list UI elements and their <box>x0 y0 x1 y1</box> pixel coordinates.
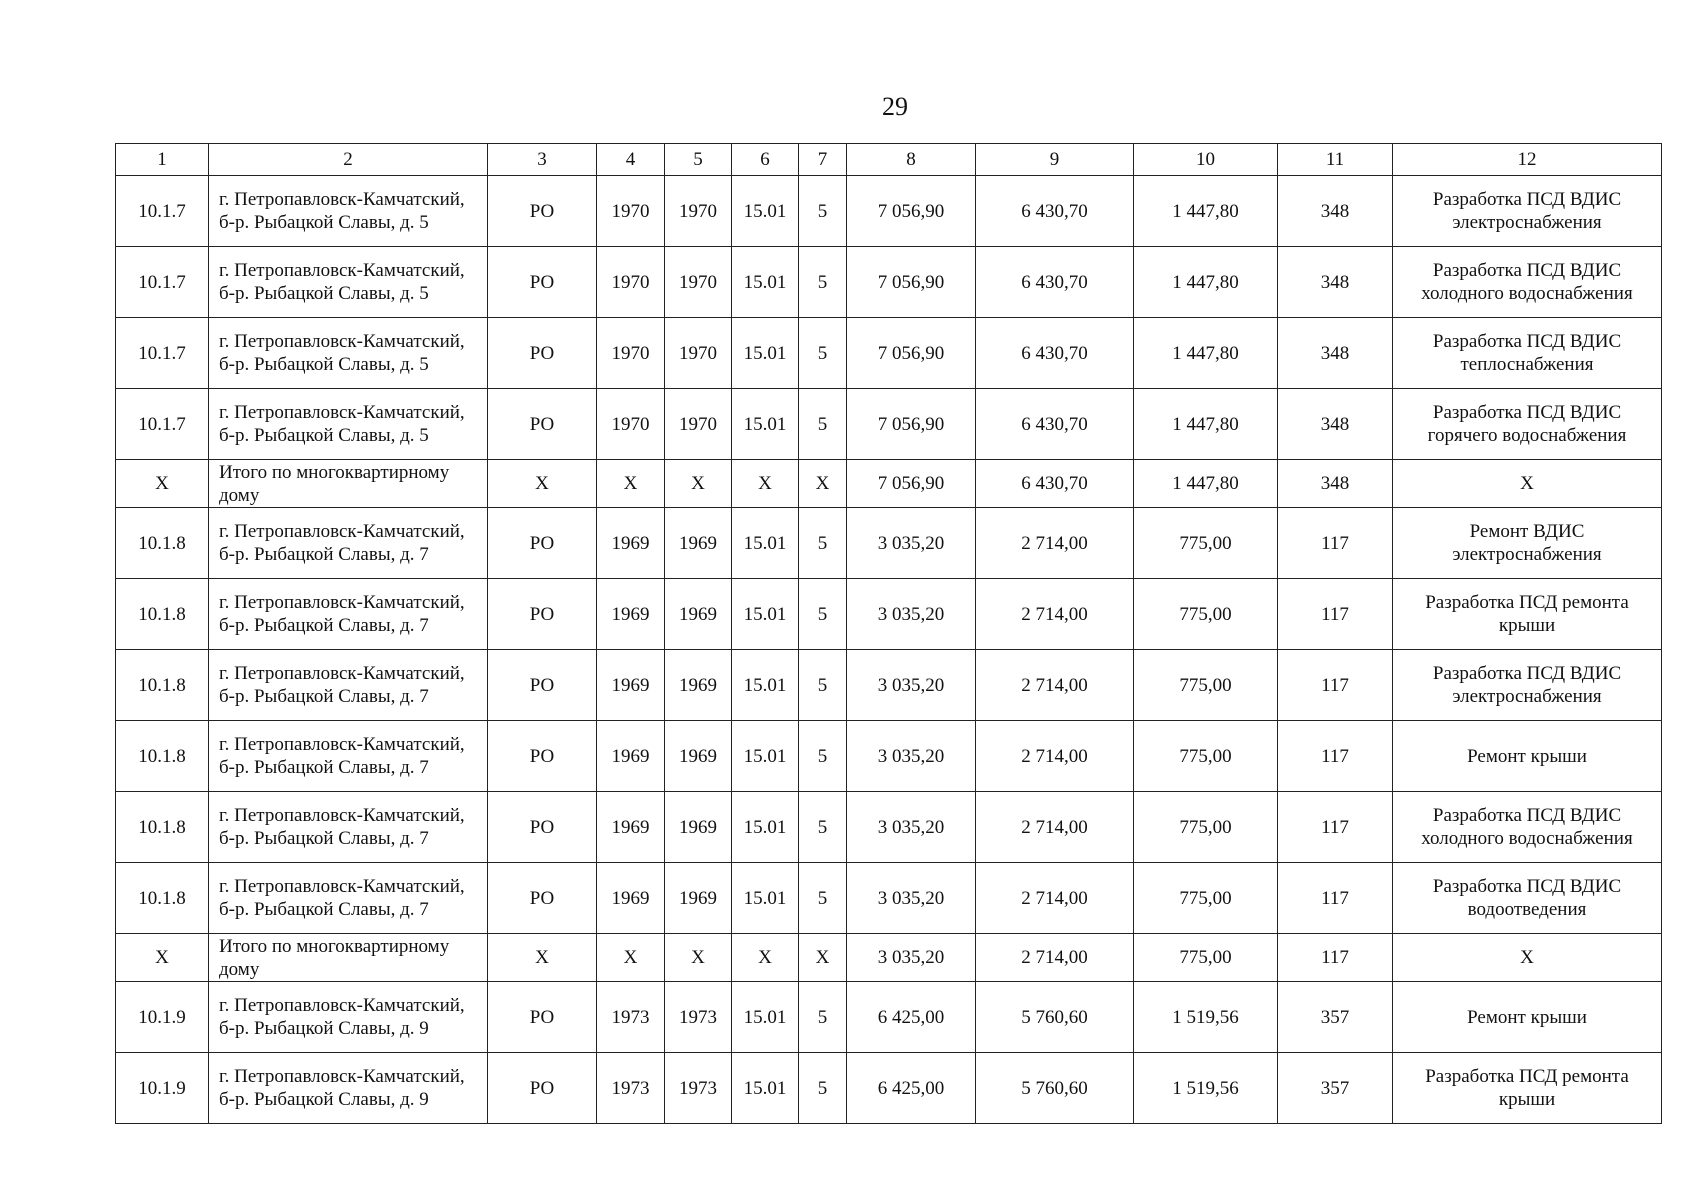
date-cell: Х <box>732 934 799 982</box>
table-row <box>116 247 1662 318</box>
living-area-cell: 5 760,60 <box>976 982 1134 1053</box>
living-area-cell: 2 714,00 <box>976 863 1134 934</box>
living-area-cell: 2 714,00 <box>976 721 1134 792</box>
type-cell: Х <box>488 460 597 508</box>
date-cell: 15.01 <box>732 863 799 934</box>
year-built-cell: 1969 <box>597 508 665 579</box>
residents-cell: 357 <box>1278 982 1393 1053</box>
type-cell: РО <box>488 176 597 247</box>
work-type-cell: Разработка ПСД ВДИС холодного водоснабжения <box>1393 247 1662 318</box>
address-cell: г. Петропавловск-Камчатский, б-р. Рыбацкой Славы, д. 5 <box>209 318 488 389</box>
total-area-cell: 7 056,90 <box>847 460 976 508</box>
work-type-cell: Разработка ПСД ВДИС теплоснабжения <box>1393 318 1662 389</box>
address-cell: г. Петропавловск-Камчатский, б-р. Рыбацкой Славы, д. 9 <box>209 1053 488 1124</box>
table-body <box>116 144 1662 1124</box>
year-built-cell: 1970 <box>597 389 665 460</box>
year-built-cell: Х <box>597 934 665 982</box>
capital-repair-table <box>115 143 1662 1124</box>
table-row <box>116 389 1662 460</box>
date-cell: 15.01 <box>732 1053 799 1124</box>
residents-cell: 117 <box>1278 863 1393 934</box>
floors-cell: 5 <box>799 1053 847 1124</box>
address-cell: г. Петропавловск-Камчатский, б-р. Рыбацкой Славы, д. 7 <box>209 508 488 579</box>
type-cell: РО <box>488 863 597 934</box>
total-area-cell: 6 425,00 <box>847 982 976 1053</box>
year-built-cell: 1970 <box>597 176 665 247</box>
floors-cell: 5 <box>799 721 847 792</box>
living-area-cell: 2 714,00 <box>976 792 1134 863</box>
nonliving-area-cell: 775,00 <box>1134 508 1278 579</box>
type-cell: РО <box>488 508 597 579</box>
floors-cell: 5 <box>799 318 847 389</box>
residents-cell: 348 <box>1278 389 1393 460</box>
nonliving-area-cell: 1 447,80 <box>1134 460 1278 508</box>
type-cell: Х <box>488 934 597 982</box>
total-area-cell: 3 035,20 <box>847 508 976 579</box>
column-number-header: 1 <box>116 144 209 176</box>
floors-cell: 5 <box>799 579 847 650</box>
date-cell: 15.01 <box>732 247 799 318</box>
table-row <box>116 318 1662 389</box>
total-area-cell: 3 035,20 <box>847 792 976 863</box>
year-built-cell: 1969 <box>597 650 665 721</box>
type-cell: РО <box>488 318 597 389</box>
date-cell: 15.01 <box>732 389 799 460</box>
floors-cell: 5 <box>799 389 847 460</box>
address-cell: г. Петропавловск-Камчатский, б-р. Рыбацкой Славы, д. 7 <box>209 792 488 863</box>
address-cell: г. Петропавловск-Камчатский, б-р. Рыбацкой Славы, д. 7 <box>209 721 488 792</box>
year-built-cell: Х <box>597 460 665 508</box>
address-cell: г. Петропавловск-Камчатский, б-р. Рыбацкой Славы, д. 9 <box>209 982 488 1053</box>
table-row <box>116 650 1662 721</box>
column-number-header: 5 <box>665 144 732 176</box>
year-built-cell: 1970 <box>597 247 665 318</box>
total-area-cell: 7 056,90 <box>847 318 976 389</box>
living-area-cell: 5 760,60 <box>976 1053 1134 1124</box>
date-cell: 15.01 <box>732 982 799 1053</box>
date-cell: 15.01 <box>732 792 799 863</box>
residents-cell: 117 <box>1278 934 1393 982</box>
residents-cell: 348 <box>1278 176 1393 247</box>
floors-cell: 5 <box>799 792 847 863</box>
nonliving-area-cell: 1 447,80 <box>1134 176 1278 247</box>
total-area-cell: 3 035,20 <box>847 863 976 934</box>
table-row <box>116 176 1662 247</box>
date-cell: Х <box>732 460 799 508</box>
living-area-cell: 2 714,00 <box>976 650 1134 721</box>
num-cell: 10.1.7 <box>116 389 209 460</box>
type-cell: РО <box>488 1053 597 1124</box>
work-type-cell: Разработка ПСД ВДИС холодного водоснабжения <box>1393 792 1662 863</box>
column-number-header: 4 <box>597 144 665 176</box>
nonliving-area-cell: 1 519,56 <box>1134 1053 1278 1124</box>
page-number: 29 <box>882 92 908 121</box>
residents-cell: 117 <box>1278 508 1393 579</box>
year-built-cell: 1973 <box>597 982 665 1053</box>
column-number-header: 10 <box>1134 144 1278 176</box>
year-built-cell: 1973 <box>597 1053 665 1124</box>
nonliving-area-cell: 1 519,56 <box>1134 982 1278 1053</box>
num-cell: 10.1.9 <box>116 1053 209 1124</box>
column-number-header: 12 <box>1393 144 1662 176</box>
floors-cell: 5 <box>799 508 847 579</box>
num-cell: 10.1.8 <box>116 579 209 650</box>
living-area-cell: 2 714,00 <box>976 579 1134 650</box>
residents-cell: 348 <box>1278 318 1393 389</box>
nonliving-area-cell: 775,00 <box>1134 721 1278 792</box>
nonliving-area-cell: 1 447,80 <box>1134 247 1278 318</box>
num-cell: 10.1.8 <box>116 508 209 579</box>
year-built-cell: 1969 <box>597 579 665 650</box>
work-type-cell: Х <box>1393 460 1662 508</box>
nonliving-area-cell: 775,00 <box>1134 934 1278 982</box>
column-number-header: 2 <box>209 144 488 176</box>
nonliving-area-cell: 775,00 <box>1134 579 1278 650</box>
year-commission-cell: 1970 <box>665 389 732 460</box>
num-cell: 10.1.8 <box>116 650 209 721</box>
year-built-cell: 1969 <box>597 863 665 934</box>
residents-cell: 348 <box>1278 460 1393 508</box>
column-number-header: 11 <box>1278 144 1393 176</box>
num-cell: Х <box>116 934 209 982</box>
num-cell: 10.1.9 <box>116 982 209 1053</box>
living-area-cell: 6 430,70 <box>976 176 1134 247</box>
nonliving-area-cell: 775,00 <box>1134 863 1278 934</box>
date-cell: 15.01 <box>732 721 799 792</box>
floors-cell: 5 <box>799 863 847 934</box>
floors-cell: 5 <box>799 176 847 247</box>
work-type-cell: Разработка ПСД ремонта крыши <box>1393 1053 1662 1124</box>
year-commission-cell: 1969 <box>665 508 732 579</box>
type-cell: РО <box>488 650 597 721</box>
column-number-header: 7 <box>799 144 847 176</box>
num-cell: Х <box>116 460 209 508</box>
address-cell: Итого по многоквартирному дому <box>209 934 488 982</box>
address-cell: г. Петропавловск-Камчатский, б-р. Рыбацкой Славы, д. 7 <box>209 579 488 650</box>
residents-cell: 117 <box>1278 792 1393 863</box>
work-type-cell: Ремонт крыши <box>1393 721 1662 792</box>
date-cell: 15.01 <box>732 650 799 721</box>
year-commission-cell: Х <box>665 934 732 982</box>
work-type-cell: Х <box>1393 934 1662 982</box>
address-cell: г. Петропавловск-Камчатский, б-р. Рыбацкой Славы, д. 7 <box>209 650 488 721</box>
floors-cell: 5 <box>799 650 847 721</box>
address-cell: г. Петропавловск-Камчатский, б-р. Рыбацкой Славы, д. 5 <box>209 389 488 460</box>
residents-cell: 117 <box>1278 650 1393 721</box>
year-built-cell: 1969 <box>597 721 665 792</box>
table-row <box>116 982 1662 1053</box>
num-cell: 10.1.7 <box>116 247 209 318</box>
table-row <box>116 721 1662 792</box>
column-number-header: 9 <box>976 144 1134 176</box>
floors-cell: Х <box>799 460 847 508</box>
table-row <box>116 508 1662 579</box>
living-area-cell: 6 430,70 <box>976 460 1134 508</box>
year-commission-cell: 1969 <box>665 650 732 721</box>
nonliving-area-cell: 775,00 <box>1134 792 1278 863</box>
total-area-cell: 3 035,20 <box>847 934 976 982</box>
living-area-cell: 6 430,70 <box>976 318 1134 389</box>
total-area-cell: 3 035,20 <box>847 721 976 792</box>
table-row <box>116 863 1662 934</box>
address-cell: г. Петропавловск-Камчатский, б-р. Рыбацкой Славы, д. 5 <box>209 247 488 318</box>
living-area-cell: 6 430,70 <box>976 247 1134 318</box>
total-row <box>116 460 1662 508</box>
total-area-cell: 7 056,90 <box>847 247 976 318</box>
table-row <box>116 1053 1662 1124</box>
table-row <box>116 792 1662 863</box>
floors-cell: 5 <box>799 247 847 318</box>
type-cell: РО <box>488 982 597 1053</box>
column-number-header: 3 <box>488 144 597 176</box>
residents-cell: 357 <box>1278 1053 1393 1124</box>
year-commission-cell: 1969 <box>665 721 732 792</box>
type-cell: РО <box>488 579 597 650</box>
year-commission-cell: 1970 <box>665 176 732 247</box>
column-number-header: 6 <box>732 144 799 176</box>
work-type-cell: Разработка ПСД ВДИС горячего водоснабжения <box>1393 389 1662 460</box>
work-type-cell: Ремонт крыши <box>1393 982 1662 1053</box>
date-cell: 15.01 <box>732 318 799 389</box>
year-commission-cell: 1970 <box>665 247 732 318</box>
nonliving-area-cell: 1 447,80 <box>1134 389 1278 460</box>
type-cell: РО <box>488 721 597 792</box>
work-type-cell: Разработка ПСД ВДИС водоотведения <box>1393 863 1662 934</box>
work-type-cell: Разработка ПСД ремонта крыши <box>1393 579 1662 650</box>
num-cell: 10.1.7 <box>116 318 209 389</box>
year-built-cell: 1970 <box>597 318 665 389</box>
year-commission-cell: 1969 <box>665 863 732 934</box>
total-area-cell: 6 425,00 <box>847 1053 976 1124</box>
year-commission-cell: 1969 <box>665 792 732 863</box>
table-row <box>116 579 1662 650</box>
floors-cell: 5 <box>799 982 847 1053</box>
year-commission-cell: 1970 <box>665 318 732 389</box>
living-area-cell: 6 430,70 <box>976 389 1134 460</box>
year-commission-cell: 1973 <box>665 982 732 1053</box>
type-cell: РО <box>488 247 597 318</box>
address-cell: Итого по многоквартирному дому <box>209 460 488 508</box>
table-header-row <box>116 144 1662 176</box>
year-built-cell: 1969 <box>597 792 665 863</box>
type-cell: РО <box>488 792 597 863</box>
address-cell: г. Петропавловск-Камчатский, б-р. Рыбацкой Славы, д. 7 <box>209 863 488 934</box>
num-cell: 10.1.8 <box>116 721 209 792</box>
nonliving-area-cell: 775,00 <box>1134 650 1278 721</box>
address-cell: г. Петропавловск-Камчатский, б-р. Рыбацкой Славы, д. 5 <box>209 176 488 247</box>
living-area-cell: 2 714,00 <box>976 508 1134 579</box>
date-cell: 15.01 <box>732 579 799 650</box>
total-area-cell: 7 056,90 <box>847 176 976 247</box>
living-area-cell: 2 714,00 <box>976 934 1134 982</box>
total-area-cell: 3 035,20 <box>847 650 976 721</box>
work-type-cell: Разработка ПСД ВДИС электроснабжения <box>1393 176 1662 247</box>
residents-cell: 348 <box>1278 247 1393 318</box>
column-number-header: 8 <box>847 144 976 176</box>
num-cell: 10.1.7 <box>116 176 209 247</box>
total-area-cell: 3 035,20 <box>847 579 976 650</box>
date-cell: 15.01 <box>732 176 799 247</box>
work-type-cell: Разработка ПСД ВДИС электроснабжения <box>1393 650 1662 721</box>
total-row <box>116 934 1662 982</box>
date-cell: 15.01 <box>732 508 799 579</box>
residents-cell: 117 <box>1278 579 1393 650</box>
work-type-cell: Ремонт ВДИС электроснабжения <box>1393 508 1662 579</box>
residents-cell: 117 <box>1278 721 1393 792</box>
nonliving-area-cell: 1 447,80 <box>1134 318 1278 389</box>
floors-cell: Х <box>799 934 847 982</box>
type-cell: РО <box>488 389 597 460</box>
total-area-cell: 7 056,90 <box>847 389 976 460</box>
num-cell: 10.1.8 <box>116 863 209 934</box>
year-commission-cell: Х <box>665 460 732 508</box>
num-cell: 10.1.8 <box>116 792 209 863</box>
year-commission-cell: 1973 <box>665 1053 732 1124</box>
year-commission-cell: 1969 <box>665 579 732 650</box>
